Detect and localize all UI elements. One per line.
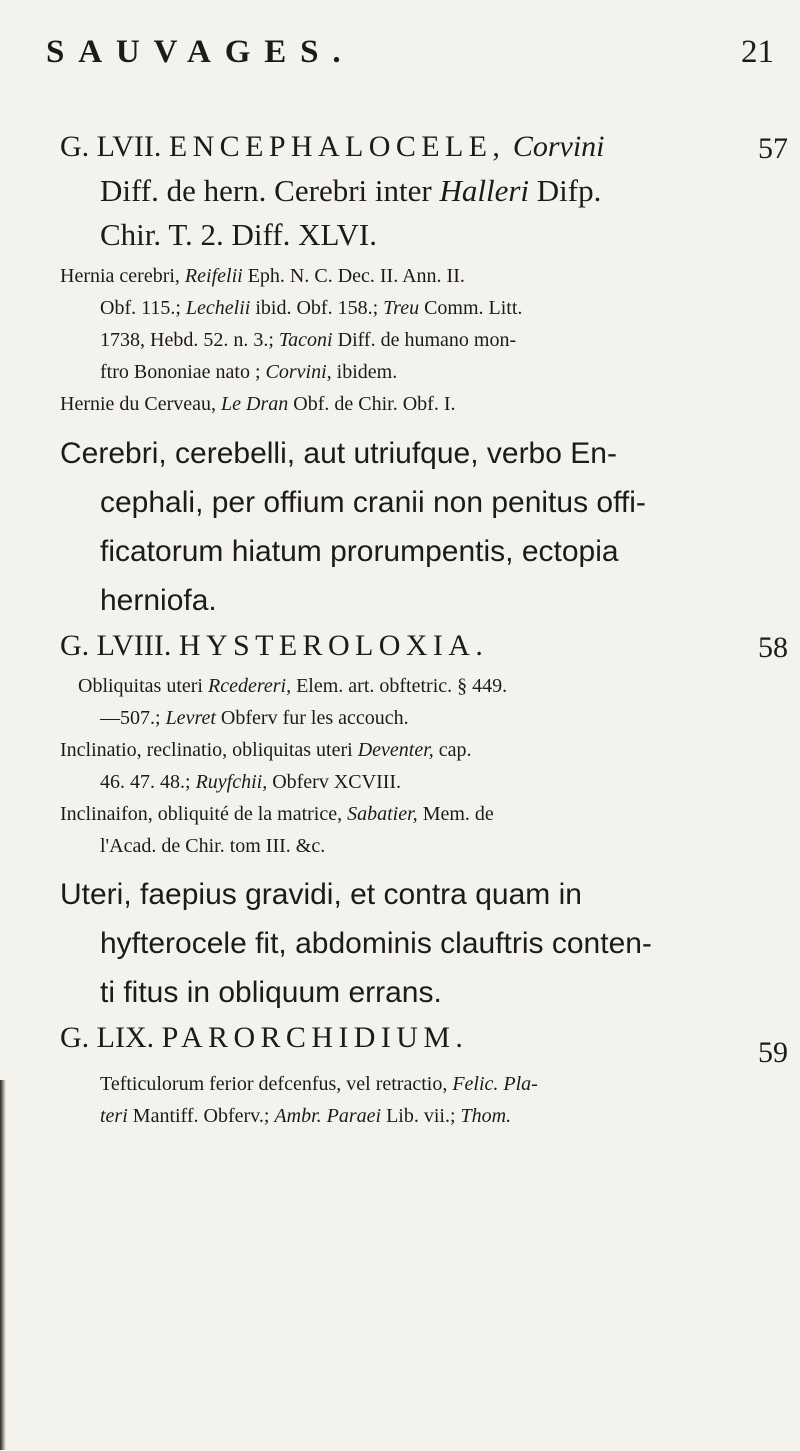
running-header <box>46 34 774 71</box>
description-line: ficatorum hiatum prorumpentis, ectopia <box>100 535 619 568</box>
genus-name: PARORCHIDIUM. <box>161 1021 469 1054</box>
genus-name: HYSTEROLOXIA. <box>178 629 489 662</box>
entry-heading-57 <box>60 130 604 164</box>
genus-number: G. LVII. <box>60 130 162 163</box>
genus-number: G. LVIII. <box>60 629 172 662</box>
reference-line: 1738, Hebd. 52. n. 3.; Taconi Diff. de humano mon- <box>100 329 517 351</box>
reference-line: Tefticulorum ferior defcenfus, vel retractio, Felic. Pla- <box>100 1073 538 1095</box>
reference-line: ftro Bononiae nato ; Corvini, ibidem. <box>100 361 398 383</box>
reference-line: Hernie du Cerveau, Le Dran Obf. de Chir. Obf. I. <box>60 393 456 415</box>
description-line: Uteri, faepius gravidi, et contra quam in <box>60 878 582 911</box>
reference-line: l'Acad. de Chir. tom III. &c. <box>100 835 326 857</box>
reference-line: Hernia cerebri, Reifelii Eph. N. C. Dec. II. Ann. II. <box>60 265 465 287</box>
genus-name: ENCEPHALOCELE, <box>168 130 506 163</box>
entry-heading-59 <box>60 1021 468 1055</box>
header-title: SAUVAGES. <box>46 34 355 70</box>
reference-line: Obf. 115.; Lechelii ibid. Obf. 158.; Treu Comm. Litt. <box>100 297 523 319</box>
description-line: Cerebri, cerebelli, aut utriufque, verbo En- <box>60 437 617 470</box>
heading-line: Diff. de hern. Cerebri inter Halleri Difp. <box>100 173 602 208</box>
description-line: herniofa. <box>100 584 217 617</box>
genus-number: G. LIX. <box>60 1021 155 1054</box>
binding-shadow <box>0 1080 6 1450</box>
reference-line: 46. 47. 48.; Ruyfchii, Obferv XCVIII. <box>100 771 402 793</box>
author-name: Corvini <box>512 130 605 163</box>
description-line: hyfterocele fit, abdominis clauftris conten- <box>100 927 652 960</box>
margin-number-58: 58 <box>758 631 788 664</box>
entry-heading-58 <box>60 629 488 663</box>
reference-line: Inclinatio, reclinatio, obliquitas uteri Deventer, cap. <box>60 739 472 761</box>
reference-line: Obliquitas uteri Rcedereri, Elem. art. obftetric. § 449. <box>78 675 508 697</box>
reference-line: teri Mantiff. Obferv.; Ambr. Paraei Lib. vii.; Thom. <box>100 1105 512 1127</box>
margin-number-57: 57 <box>758 132 788 165</box>
reference-line: Inclinaifon, obliquité de la matrice, Sabatier, Mem. de <box>60 803 494 825</box>
description-line: cephali, per offium cranii non penitus offi- <box>100 486 646 519</box>
heading-line: Chir. T. 2. Diff. XLVI. <box>100 217 378 252</box>
description-line: ti fitus in obliquum errans. <box>100 976 442 1009</box>
reference-line: —507.; Levret Obferv fur les accouch. <box>100 707 409 729</box>
page-number: 21 <box>741 34 774 70</box>
margin-number-59: 59 <box>758 1036 788 1069</box>
